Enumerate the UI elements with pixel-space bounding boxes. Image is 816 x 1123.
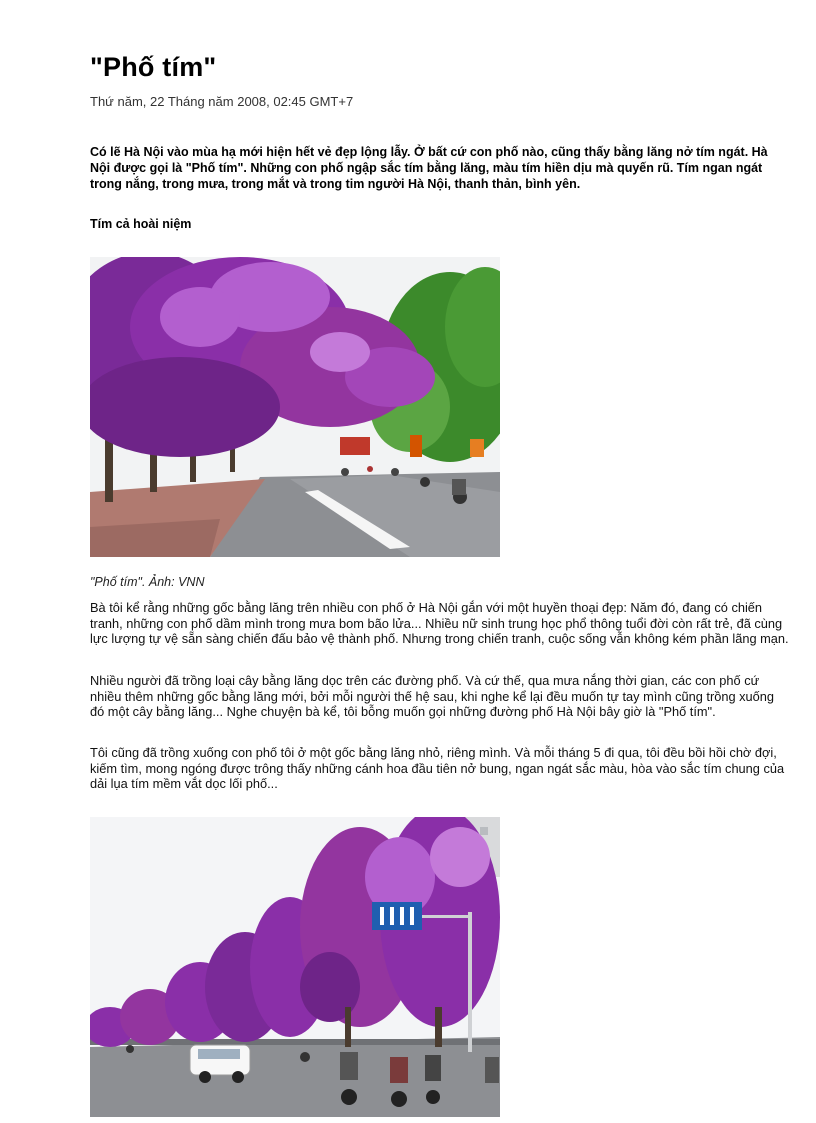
photo-caption: "Phố tím". Ảnh: VNN <box>90 575 205 589</box>
photo-purple-boulevard <box>90 817 500 1117</box>
photo-purple-street <box>90 257 500 557</box>
body-paragraph-3: Tôi cũng đã trồng xuống con phố tôi ở một gốc bằng lăng nhỏ, riêng mình. Và mỗi tháng 5 đi qua, tôi đều bồi hồi chờ đợi, kiếm tìm, mong ngóng được trông thấy những cánh hoa đầu tiên nở bung, ngan ngát sắc màu, hòa vào sắc tím chung của dải lụa tím mềm vắt dọc lối phố... <box>90 745 785 791</box>
dateline: Thứ năm, 22 Tháng năm 2008, 02:45 GMT+7 <box>90 94 354 109</box>
body-paragraph-2: Nhiều người đã trồng loại cây bằng lăng dọc trên các đường phố. Và cứ thế, qua mưa nắng thời gian, các con phố cứ nhiều thêm những gốc bằng lăng mới, bởi mỗi người thế hệ sau, khi nghe kể lại đều muốn tự tay mình cũng trồng xuống đó một cây bằng lăng... Nghe chuyện bà kể, tôi bỗng muốn gọi những đường phố Hà Nội bây giờ là "Phố tím". <box>90 673 775 719</box>
lead-paragraph: Có lẽ Hà Nội vào mùa hạ mới hiện hết vẻ đẹp lộng lẫy. Ở bất cứ con phố nào, cũng thấy bằng lăng nở tím ngát. Hà Nội được gọi là "Phố tím". Những con phố ngập sắc tím bằng lăng, màu tím hiền dịu mà quyến rũ. Tím ngan ngát trong nắng, trong mưa, trong mắt và trong tim người Hà Nội, thanh thản, bình yên. <box>90 145 768 191</box>
body-paragraph-1: Bà tôi kể rằng những gốc bằng lăng trên nhiều con phố ở Hà Nội gắn với một huyền thoại đẹp: Năm đó, đang có chiến tranh, những con phố dầm mình trong mưa bom bão lửa... Nhiều nữ sinh trung học phổ thông tuổi đời còn rất trẻ, đã cùng lực lượng tự vệ sẵn sàng chiến đấu bảo vệ thành phố. Nhưng trong chiến tranh, cuộc sống vẫn không kém phần lãng mạn. <box>90 600 789 646</box>
page-title: "Phố tím" <box>90 52 217 82</box>
subheading: Tím cả hoài niệm <box>90 217 192 231</box>
street-photo-icon <box>90 257 500 557</box>
street-photo-icon <box>90 817 500 1117</box>
